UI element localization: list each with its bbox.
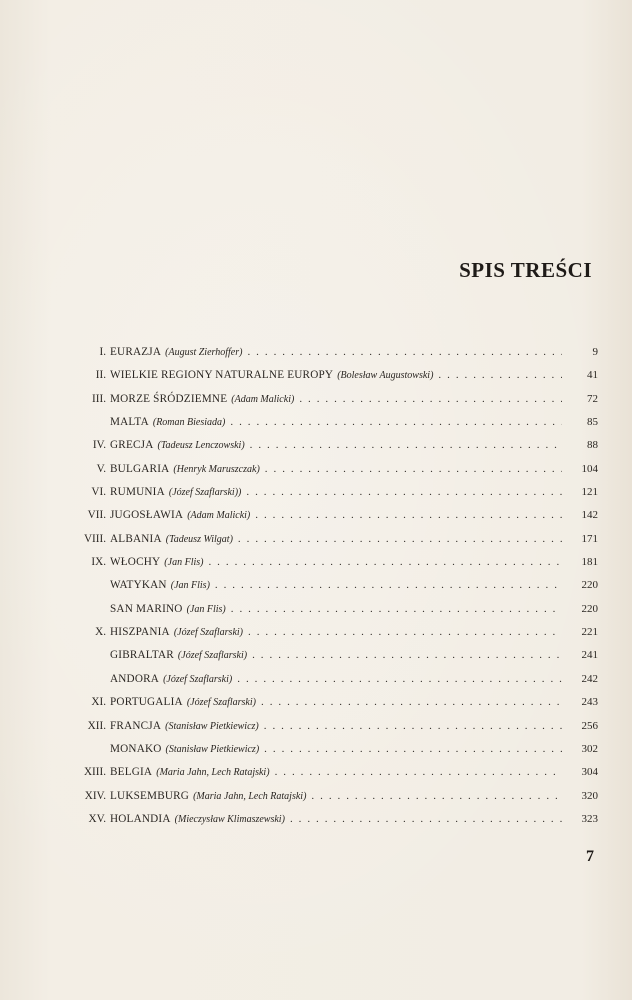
toc-entry [110, 603, 226, 615]
chapter-author: (Stanisław Pietkiewicz) [165, 743, 260, 755]
toc-row [70, 626, 598, 649]
dot-leader [247, 346, 562, 358]
chapter-title: MONAKO [110, 742, 162, 755]
chapter-title: PORTUGALIA [110, 696, 183, 709]
chapter-title: EURAZJA [110, 346, 162, 358]
toc-row [70, 720, 598, 743]
chapter-number: XV. [88, 812, 106, 825]
chapter-title: ALBANIA [110, 532, 162, 545]
chapter-author: (Mieczysław Klimaszewski) [174, 813, 285, 825]
page-number: 72 [587, 392, 598, 405]
toc-entry [110, 673, 232, 685]
page-number: 241 [581, 649, 598, 662]
toc-row [70, 369, 598, 392]
chapter-number: XII. [87, 719, 106, 732]
chapter-title: SAN MARINO [110, 602, 183, 615]
page-number: 88 [587, 439, 598, 452]
toc-row [70, 463, 598, 486]
dot-leader [275, 766, 562, 778]
toc-entry [110, 813, 285, 825]
dot-leader [246, 486, 562, 498]
chapter-author: (Stanisław Pietkiewicz) [165, 720, 259, 732]
chapter-author: (Maria Jahn, Lech Ratajski) [156, 767, 270, 779]
chapter-author: (Jan Flis) [186, 603, 226, 615]
page-number: 256 [581, 719, 598, 732]
toc-row [70, 416, 598, 439]
dot-leader [290, 813, 562, 825]
page-number: 304 [581, 766, 598, 779]
chapter-title: MORZE ŚRÓDZIEMNE [110, 392, 228, 405]
dot-leader [264, 720, 562, 732]
page-number: 121 [581, 486, 598, 499]
dot-leader [299, 393, 562, 405]
chapter-author: (Roman Biesiada) [152, 417, 226, 429]
chapter-title: RUMUNIA [110, 486, 165, 499]
toc-entry [110, 439, 245, 451]
chapter-title: ANDORA [110, 672, 160, 685]
chapter-title: WIELKIE REGIONY NATURALNE EUROPY [110, 369, 334, 382]
chapter-author: (August Zierhoffer) [165, 347, 243, 358]
dot-leader [250, 439, 562, 451]
page-number: 220 [581, 602, 598, 615]
chapter-title: HISZPANIA [110, 626, 170, 639]
chapter-number: IX. [91, 556, 106, 569]
toc-row [70, 790, 598, 813]
chapter-number: XI. [91, 696, 106, 709]
page-number: 302 [581, 742, 598, 755]
toc-entry [110, 626, 243, 638]
toc-row [70, 766, 598, 789]
toc-row [70, 696, 598, 719]
table-of-contents [70, 346, 598, 836]
chapter-author: (Tadeusz Wilgat) [165, 533, 233, 545]
toc-entry [110, 486, 241, 498]
chapter-number: V. [96, 462, 106, 475]
toc-entry [110, 649, 247, 661]
dot-leader [230, 416, 562, 428]
chapter-title: WATYKAN [110, 579, 167, 592]
dot-leader [238, 533, 562, 545]
toc-entry [110, 369, 433, 381]
page-title: SPIS TREŚCI [459, 258, 592, 282]
chapter-title: LUKSEMBURG [110, 789, 190, 802]
chapter-author: (Henryk Maruszczak) [173, 463, 260, 475]
dot-leader [311, 790, 562, 802]
chapter-number: X. [95, 626, 106, 639]
chapter-number: I. [99, 346, 106, 358]
dot-leader [264, 743, 562, 755]
toc-row [70, 509, 598, 532]
page-number: 243 [581, 696, 598, 709]
chapter-title: WŁOCHY [110, 556, 161, 569]
page-number: 242 [581, 672, 598, 685]
toc-row [70, 533, 598, 556]
toc-row [70, 393, 598, 416]
chapter-author: (Adam Malicki) [231, 393, 295, 405]
chapter-title: JUGOSŁAWIA [110, 509, 184, 522]
chapter-number: VI. [91, 486, 106, 499]
toc-entry [110, 696, 256, 708]
toc-row [70, 603, 598, 626]
page-number: 104 [581, 462, 598, 475]
toc-row [70, 579, 598, 602]
page-number: 220 [581, 579, 598, 592]
page-number: 171 [581, 532, 598, 545]
toc-entry [110, 720, 259, 732]
toc-entry [110, 743, 259, 755]
chapter-title: BELGIA [110, 766, 153, 779]
toc-row [70, 439, 598, 462]
toc-row [70, 743, 598, 766]
toc-row [70, 346, 598, 369]
chapter-author: (Bolesław Augustowski) [337, 370, 434, 382]
dot-leader [248, 626, 562, 638]
chapter-author: (Józef Szaflarski) [163, 673, 233, 685]
page-number: 41 [587, 369, 598, 382]
chapter-title: FRANCJA [110, 719, 162, 732]
page-number: 9 [592, 346, 598, 358]
dot-leader [261, 696, 562, 708]
toc-entry [110, 416, 225, 428]
dot-leader [438, 369, 562, 381]
dot-leader [237, 673, 562, 685]
chapter-number: IV. [92, 439, 106, 452]
page-number: 320 [581, 789, 598, 802]
toc-entry [110, 579, 210, 591]
chapter-title: GRECJA [110, 439, 154, 452]
chapter-author: (Adam Malicki) [187, 510, 251, 522]
toc-entry [110, 509, 250, 521]
toc-entry [110, 393, 294, 405]
toc-row [70, 673, 598, 696]
toc-row [70, 556, 598, 579]
chapter-title: BULGARIA [110, 462, 170, 475]
chapter-title: MALTA [110, 416, 149, 429]
chapter-author: (Józef Szaflarski)) [168, 487, 242, 499]
chapter-title: GIBRALTAR [110, 649, 174, 662]
chapter-author: (Maria Jahn, Lech Ratajski) [193, 790, 307, 802]
chapter-author: (Jan Flis) [170, 580, 210, 592]
dot-leader [255, 509, 562, 521]
dot-leader [265, 463, 562, 475]
toc-entry [110, 556, 203, 568]
dot-leader [215, 579, 562, 591]
toc-entry [110, 790, 306, 802]
chapter-number: II. [95, 369, 106, 382]
dot-leader [231, 603, 562, 615]
page-number: 85 [587, 416, 598, 429]
toc-entry [110, 463, 260, 475]
toc-row [70, 486, 598, 509]
chapter-number: VIII. [83, 532, 106, 545]
page-number: 181 [581, 556, 598, 569]
chapter-author: (Józef Szaflarski) [177, 650, 248, 662]
dot-leader [208, 556, 562, 568]
toc-entry [110, 346, 242, 358]
chapter-author: (Jan Flis) [164, 557, 204, 569]
chapter-title: HOLANDIA [110, 812, 171, 825]
toc-row [70, 813, 598, 836]
page-folio-number: 7 [586, 848, 594, 865]
chapter-number: XIV. [84, 789, 106, 802]
chapter-author: (Józef Szaflarski) [186, 697, 256, 709]
page-number: 221 [581, 626, 598, 639]
page-number: 142 [581, 509, 598, 522]
chapter-author: (Tadeusz Lenczowski) [157, 440, 245, 452]
chapter-author: (Józef Szaflarski) [173, 627, 244, 639]
page-number: 323 [581, 812, 598, 825]
toc-row [70, 649, 598, 672]
chapter-number: VII. [87, 509, 106, 522]
chapter-number: XIII. [83, 766, 106, 779]
toc-entry [110, 533, 233, 545]
chapter-number: III. [92, 392, 106, 405]
toc-entry [110, 766, 270, 778]
dot-leader [252, 649, 562, 661]
